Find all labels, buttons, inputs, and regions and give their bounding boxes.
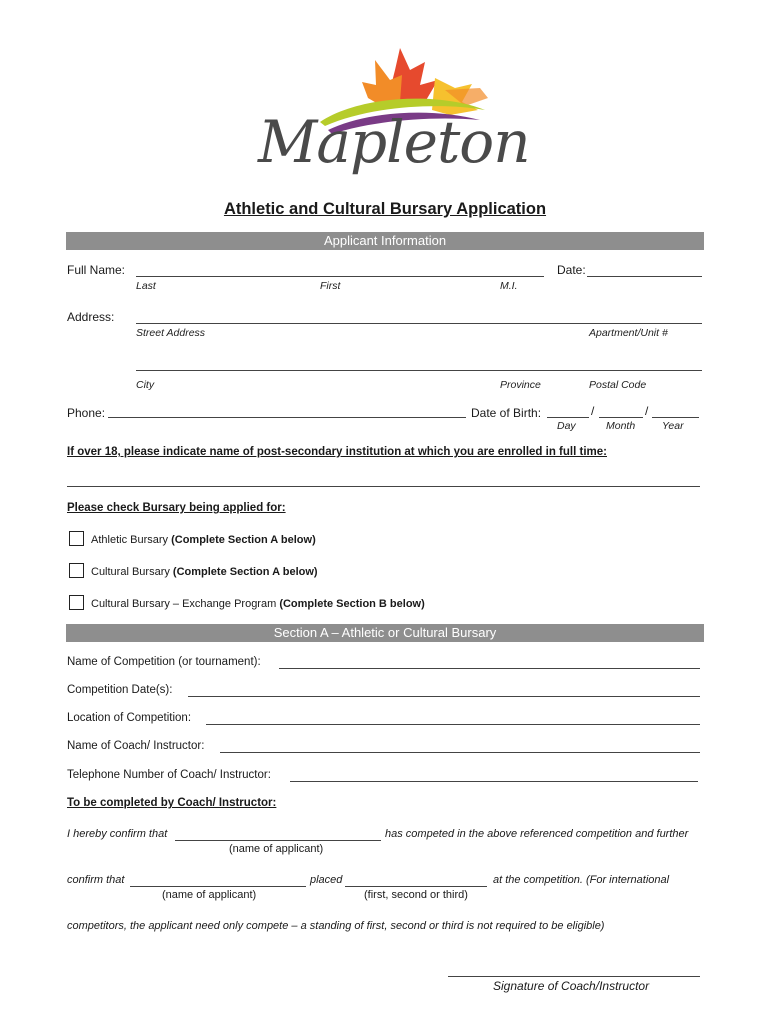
form-title: Athletic and Cultural Bursary Application	[223, 200, 547, 218]
dob-year-input[interactable]	[652, 404, 699, 418]
competition-name-input[interactable]	[279, 655, 700, 669]
competition-dates-input[interactable]	[188, 683, 700, 697]
applicant-name-input-2[interactable]	[130, 873, 306, 887]
exchange-program-option	[91, 598, 425, 610]
option-note: (Complete Section B below)	[279, 598, 425, 610]
coach-signature-input[interactable]	[448, 962, 700, 977]
year-hint: Year	[662, 420, 684, 432]
option-label: Athletic Bursary	[91, 534, 172, 546]
institution-prompt: If over 18, please indicate name of post-secondary institution at which you are enrolled in full time:	[67, 446, 607, 458]
last-name-hint: Last	[136, 280, 156, 292]
option-note: (Complete Section A below)	[171, 534, 316, 546]
apartment-hint: Apartment/Unit #	[589, 327, 668, 339]
option-label: Cultural Bursary	[91, 566, 173, 578]
logo-wordmark: Mapleton	[258, 108, 530, 176]
coach-phone-input[interactable]	[290, 768, 698, 782]
applicant-name-input[interactable]	[175, 827, 381, 841]
phone-label: Phone:	[67, 406, 106, 420]
dob-separator: /	[645, 404, 649, 418]
section-a-header: Section A – Athletic or Cultural Bursary	[66, 624, 704, 642]
competition-dates-label: Competition Date(s):	[67, 684, 173, 696]
date-input[interactable]	[587, 262, 702, 277]
month-hint: Month	[606, 420, 636, 432]
competition-location-input[interactable]	[206, 711, 700, 725]
competition-name-label: Name of Competition (or tournament):	[67, 656, 261, 668]
full-name-label: Full Name:	[67, 263, 126, 277]
coach-name-input[interactable]	[220, 739, 700, 753]
street-address-input[interactable]	[136, 309, 702, 324]
address-label: Address:	[67, 310, 115, 324]
institution-input[interactable]	[67, 472, 700, 487]
day-hint: Day	[557, 420, 576, 432]
city-province-postal-input[interactable]	[136, 356, 702, 371]
name-of-applicant-hint-2: (name of applicant)	[162, 889, 257, 901]
coach-section-heading: To be completed by Coach/ Instructor:	[67, 797, 277, 809]
confirm-line-2-start: confirm that	[67, 874, 125, 886]
confirm-line-3: competitors, the applicant need only compete – a standing of first, second or third is not required to be eligible)	[67, 920, 605, 932]
coach-phone-label: Telephone Number of Coach/ Instructor:	[67, 769, 271, 781]
dob-separator: /	[591, 404, 595, 418]
option-note: (Complete Section A below)	[172, 566, 318, 578]
postal-code-hint: Postal Code	[589, 379, 647, 391]
name-of-applicant-hint: (name of applicant)	[229, 843, 324, 855]
street-address-hint: Street Address	[136, 327, 206, 339]
full-name-input[interactable]	[136, 262, 544, 277]
cultural-bursary-checkbox[interactable]	[69, 563, 84, 578]
competition-location-label: Location of Competition:	[67, 712, 192, 724]
signature-label: Signature of Coach/Instructor	[493, 979, 650, 993]
city-hint: City	[136, 379, 155, 391]
applicant-information-header: Applicant Information	[66, 232, 704, 250]
option-label: Cultural Bursary – Exchange Program	[91, 598, 280, 610]
bursary-choice-prompt: Please check Bursary being applied for:	[67, 502, 286, 514]
date-of-birth-label: Date of Birth:	[471, 406, 542, 420]
exchange-program-checkbox[interactable]	[69, 595, 84, 610]
confirm-line-2-end: at the competition. (For international	[493, 874, 670, 886]
dob-month-input[interactable]	[599, 404, 643, 418]
athletic-bursary-option	[91, 534, 316, 546]
date-label: Date:	[557, 263, 586, 277]
placing-input[interactable]	[345, 873, 487, 887]
dob-day-input[interactable]	[547, 404, 589, 418]
phone-input[interactable]	[108, 404, 466, 418]
coach-name-label: Name of Coach/ Instructor:	[67, 740, 205, 752]
mapleton-logo	[250, 40, 530, 195]
athletic-bursary-checkbox[interactable]	[69, 531, 84, 546]
placing-hint: (first, second or third)	[364, 889, 468, 901]
middle-initial-hint: M.I.	[500, 280, 518, 292]
first-name-hint: First	[320, 280, 341, 292]
cultural-bursary-option	[91, 566, 318, 578]
confirm-line-1-end: has competed in the above referenced competition and further	[385, 828, 689, 840]
confirm-line-1-start: I hereby confirm that	[67, 828, 168, 840]
confirm-line-2-placed: placed	[310, 874, 343, 886]
province-hint: Province	[500, 379, 541, 391]
